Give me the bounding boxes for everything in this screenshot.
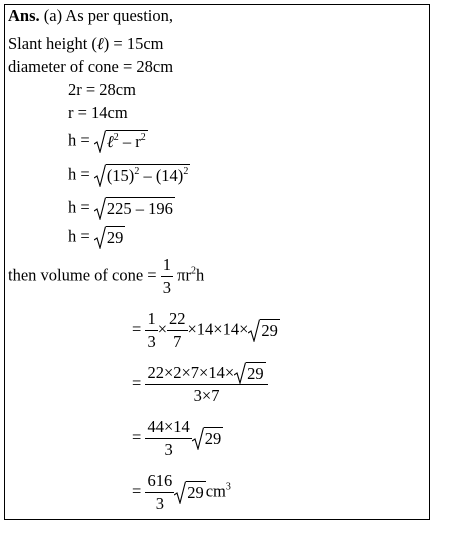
slant-symbol: ℓ <box>96 34 104 53</box>
h-lhs: h = <box>68 197 90 217</box>
radius-line: r = 14cm <box>68 103 128 122</box>
diameter-line: diameter of cone = 28cm <box>8 57 174 76</box>
fraction <box>161 254 173 299</box>
square-root <box>174 481 206 504</box>
numerator: 44×14 <box>145 416 191 439</box>
equals: = <box>132 481 142 501</box>
height-step-4 <box>68 226 125 249</box>
answer-label: Ans. <box>8 6 40 25</box>
volume-formula-line <box>8 254 204 299</box>
times: × <box>157 319 167 339</box>
height-step-1 <box>68 130 148 153</box>
exponent: 2 <box>140 132 146 143</box>
ell-symbol: ℓ <box>106 132 114 151</box>
height-step-2 <box>68 164 190 187</box>
square-root <box>234 362 266 384</box>
two-r-line: 2r = 28cm <box>68 80 136 99</box>
numerator <box>145 362 267 385</box>
volume-label: then volume of cone = <box>8 265 157 285</box>
exponent: 2 <box>113 132 119 143</box>
fraction <box>145 362 267 407</box>
exponent: 2 <box>134 166 140 177</box>
slant-height-line <box>8 34 164 54</box>
h-lhs: h = <box>68 164 90 184</box>
volume-step-2 <box>132 362 268 407</box>
h-lhs: h = <box>68 130 90 150</box>
square-root <box>94 130 148 153</box>
numerator-terms: 22×2×7×14× <box>147 363 235 382</box>
exponent: 2 <box>190 265 196 277</box>
radicand: 225 – 196 <box>106 199 173 218</box>
numerator: 616 <box>145 470 174 493</box>
numerator: 22 <box>167 308 188 331</box>
term-14: – (14) <box>139 166 184 185</box>
fraction <box>145 470 174 515</box>
radicand: 29 <box>204 429 222 448</box>
square-root <box>94 164 191 187</box>
fraction <box>145 416 191 461</box>
h-lhs: h = <box>68 226 90 246</box>
denominator: 3 <box>155 494 164 513</box>
equals: = <box>132 319 142 339</box>
h-term: h <box>195 265 205 285</box>
fraction <box>167 308 188 353</box>
square-root <box>248 319 280 342</box>
height-step-3 <box>68 197 175 220</box>
square-root <box>192 427 224 450</box>
square-root <box>94 197 175 220</box>
square-root <box>94 226 126 249</box>
pi-r: πr <box>177 265 191 285</box>
numerator: 1 <box>161 254 173 277</box>
equals: = <box>132 373 142 393</box>
volume-step-4 <box>132 470 231 515</box>
answer-intro: (a) As per question, <box>39 6 173 25</box>
volume-step-3 <box>132 416 223 461</box>
denominator: 3 <box>162 278 171 297</box>
volume-step-1 <box>132 308 280 353</box>
exponent: 3 <box>225 481 231 493</box>
denominator: 3×7 <box>193 386 220 405</box>
product-terms: ×14×14× <box>187 319 249 339</box>
denominator: 3 <box>164 440 173 459</box>
equals: = <box>132 427 142 447</box>
exponent: 2 <box>183 166 189 177</box>
radicand: 29 <box>187 483 204 502</box>
term-15: (15) <box>106 166 135 185</box>
denominator: 3 <box>147 332 156 351</box>
radicand: 29 <box>106 228 124 247</box>
denominator: 7 <box>173 332 182 351</box>
radicand: 29 <box>247 364 264 383</box>
numerator: 1 <box>145 308 157 331</box>
slant-height-value: ) = 15cm <box>103 34 164 53</box>
answer-heading <box>8 6 173 26</box>
unit: cm <box>205 481 226 501</box>
slant-height-label: Slant height ( <box>8 34 97 53</box>
fraction <box>145 308 157 353</box>
minus-r: – r <box>118 132 141 151</box>
radicand: 29 <box>261 321 278 340</box>
